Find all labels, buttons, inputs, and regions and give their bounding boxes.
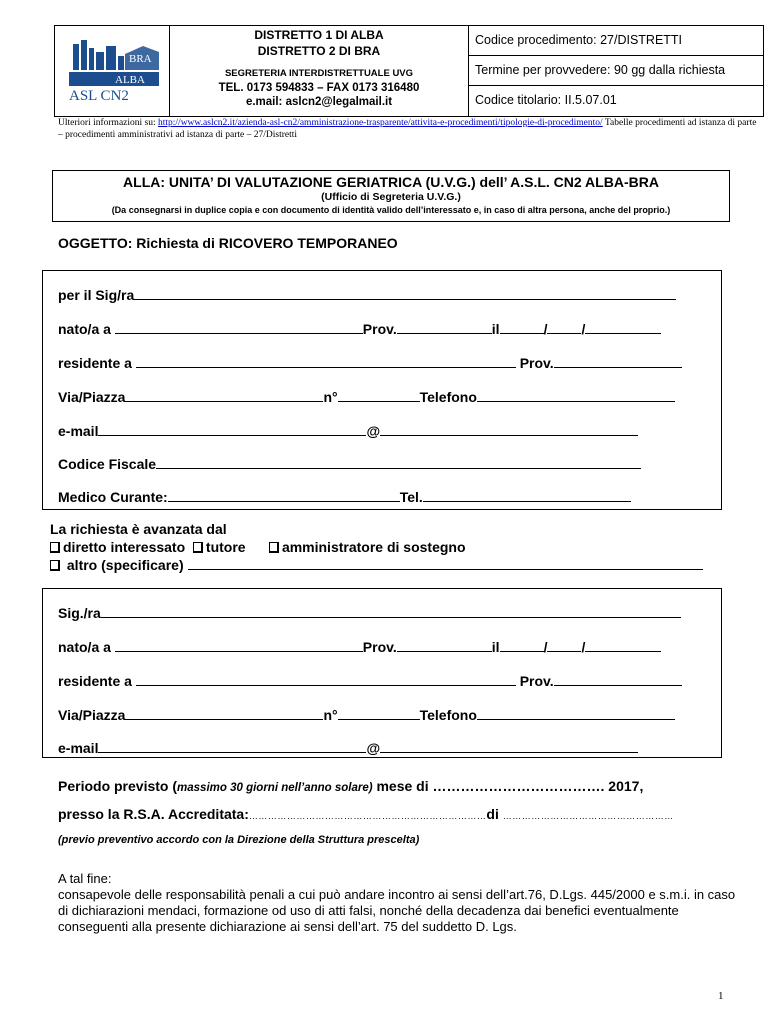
rsa-line: presso la R.S.A. Accreditata:…………………………………………………………………di ……………………………………………… [58, 806, 674, 822]
logo-bra-text: BRA [129, 53, 152, 65]
header-table [54, 25, 764, 117]
row2-sig: Sig./ra [58, 605, 681, 621]
requester-birth-year-field[interactable] [585, 640, 661, 652]
previo-note: (previo preventivo accordo con la Direzione della Struttura prescelta) [58, 834, 420, 846]
requester-name-field[interactable] [101, 606, 681, 618]
residence-field[interactable] [136, 356, 516, 368]
street-number-field[interactable] [338, 390, 420, 402]
birthplace-field[interactable] [115, 322, 363, 334]
request-other-row: altro (specificare) [50, 556, 703, 574]
requester-phone-field[interactable] [477, 708, 675, 720]
requester-birth-prov-field[interactable] [397, 640, 492, 652]
row2-residente: residente a Prov. [58, 673, 682, 689]
info-note: Ulteriori informazioni su: http://www.aslcn2.it/azienda-asl-cn2/amministrazione-trasparente/attivita-e-procedimenti/tipologie-di-procedimento/ Tabelle procedimenti ad istanza di parte – procedimenti amministrativi ad istanza di parte – 27/Distretti [58, 118, 757, 140]
phone-field[interactable] [477, 390, 675, 402]
recipient-note: (Da consegnarsi in duplice copia e con documento di identità valido dell’interessato e, in caso di altra persona, anche del proprio.) [111, 205, 671, 215]
requester-birth-day-field[interactable] [500, 640, 544, 652]
email-domain-field[interactable] [380, 424, 638, 436]
street-field[interactable] [125, 390, 323, 402]
info-link[interactable]: http://www.aslcn2.it/azienda-asl-cn2/amministrazione-trasparente/attivita-e-procedimenti/tipologie-di-procedimento/ [158, 118, 603, 128]
logo-alba-text: ALBA [115, 74, 145, 86]
termine-provvedere: Termine per provvedere: 90 gg dalla richiesta [469, 56, 763, 86]
recipient-box [52, 170, 730, 222]
row2-nato: nato/a a Prov. il / / [58, 639, 661, 655]
checkbox-diretto[interactable] [50, 542, 60, 553]
email-user-field[interactable] [98, 424, 366, 436]
requester-street-field[interactable] [125, 708, 323, 720]
requester-email-user-field[interactable] [98, 741, 366, 753]
rsa-name-field[interactable]: ………………………………………………………………… [248, 811, 487, 821]
recipient-title: ALLA: UNITA’ DI VALUTAZIONE GERIATRICA (U.V.G.) dell’ A.S.L. CN2 ALBA-BRA [123, 174, 659, 190]
subject: OGGETTO: Richiesta di RICOVERO TEMPORANEO [58, 235, 398, 251]
checkbox-amministratore[interactable] [269, 542, 279, 553]
office-phone: TEL. 0173 594833 – FAX 0173 316480 [218, 82, 420, 94]
row-medico: Medico Curante: Tel. [58, 489, 631, 505]
office-name: SEGRETERIA INTERDISTRETTUALE UVG [224, 68, 414, 79]
row-per-il: per il Sig/ra [58, 287, 676, 303]
requester-birthplace-field[interactable] [115, 640, 363, 652]
request-options-row: diretto interessato tutore amministratore di sostegno [50, 538, 703, 556]
row-nato: nato/a a Prov. il / / [58, 321, 661, 337]
request-section [50, 520, 703, 574]
declaration [58, 871, 738, 935]
checkbox-altro[interactable] [50, 560, 60, 571]
birth-prov-field[interactable] [397, 322, 492, 334]
row-via: Via/Piazza n° Telefono [58, 389, 675, 405]
patient-name-field[interactable] [134, 288, 676, 300]
checkbox-tutore[interactable] [193, 542, 203, 553]
codice-titolario: Codice titolario: II.5.07.01 [475, 93, 617, 107]
row-residente: residente a Prov. [58, 355, 682, 371]
row2-via: Via/Piazza n° Telefono [58, 707, 675, 723]
residence-prov-field[interactable] [554, 356, 682, 368]
declaration-text: consapevole delle responsabilità penali a cui può andare incontro ai sensi dell’art.76, D.Lgs. 445/2000 e s.m.i. in caso di dichiarazioni mendaci, formazione od uso di atti falsi, nonché della decadenza dai benefici eventualmente conseguenti alla presente dichiarazione ai sensi dell’art. 75 del suddetto D. Lgs. [58, 887, 736, 934]
birth-day-field[interactable] [500, 322, 544, 334]
request-intro: La richiesta è avanzata dal [50, 521, 227, 537]
period-line: Periodo previsto (massimo 30 giorni nell’anno solare) mese di ………………………………. 2017, [58, 778, 644, 794]
codice-fiscale-field[interactable] [156, 457, 641, 469]
doctor-field[interactable] [168, 490, 400, 502]
row-codice-fiscale: Codice Fiscale [58, 456, 641, 472]
requester-birth-month-field[interactable] [547, 640, 581, 652]
codes-cell [469, 26, 763, 116]
doctor-phone-field[interactable] [423, 490, 631, 502]
month-field[interactable]: ………………………………. [432, 778, 605, 794]
rsa-city-field[interactable]: ……………………………………………… [502, 811, 674, 821]
row-email: e-mail @ [58, 423, 638, 439]
birth-year-field[interactable] [585, 322, 661, 334]
logo-name: ASL CN2 [69, 88, 129, 104]
requester-residence-field[interactable] [136, 674, 516, 686]
codice-procedimento: Codice procedimento: 27/DISTRETTI [469, 26, 763, 56]
recipient-subtitle: (Ufficio di Segreteria U.V.G.) [321, 191, 461, 203]
district-2: DISTRETTO 2 DI BRA [257, 44, 381, 58]
district-cell [170, 26, 469, 116]
district-1: DISTRETTO 1 DI ALBA [254, 28, 384, 42]
office-email: e.mail: aslcn2@legalmail.it [245, 96, 393, 108]
logo-cell [55, 26, 170, 116]
row2-email: e-mail @ [58, 740, 638, 756]
declaration-heading: A tal fine: [58, 871, 112, 886]
requester-residence-prov-field[interactable] [554, 674, 682, 686]
birth-month-field[interactable] [547, 322, 581, 334]
requester-email-domain-field[interactable] [380, 741, 638, 753]
requester-street-number-field[interactable] [338, 708, 420, 720]
other-specify-field[interactable] [188, 558, 703, 570]
page-number: 1 [718, 990, 724, 1002]
